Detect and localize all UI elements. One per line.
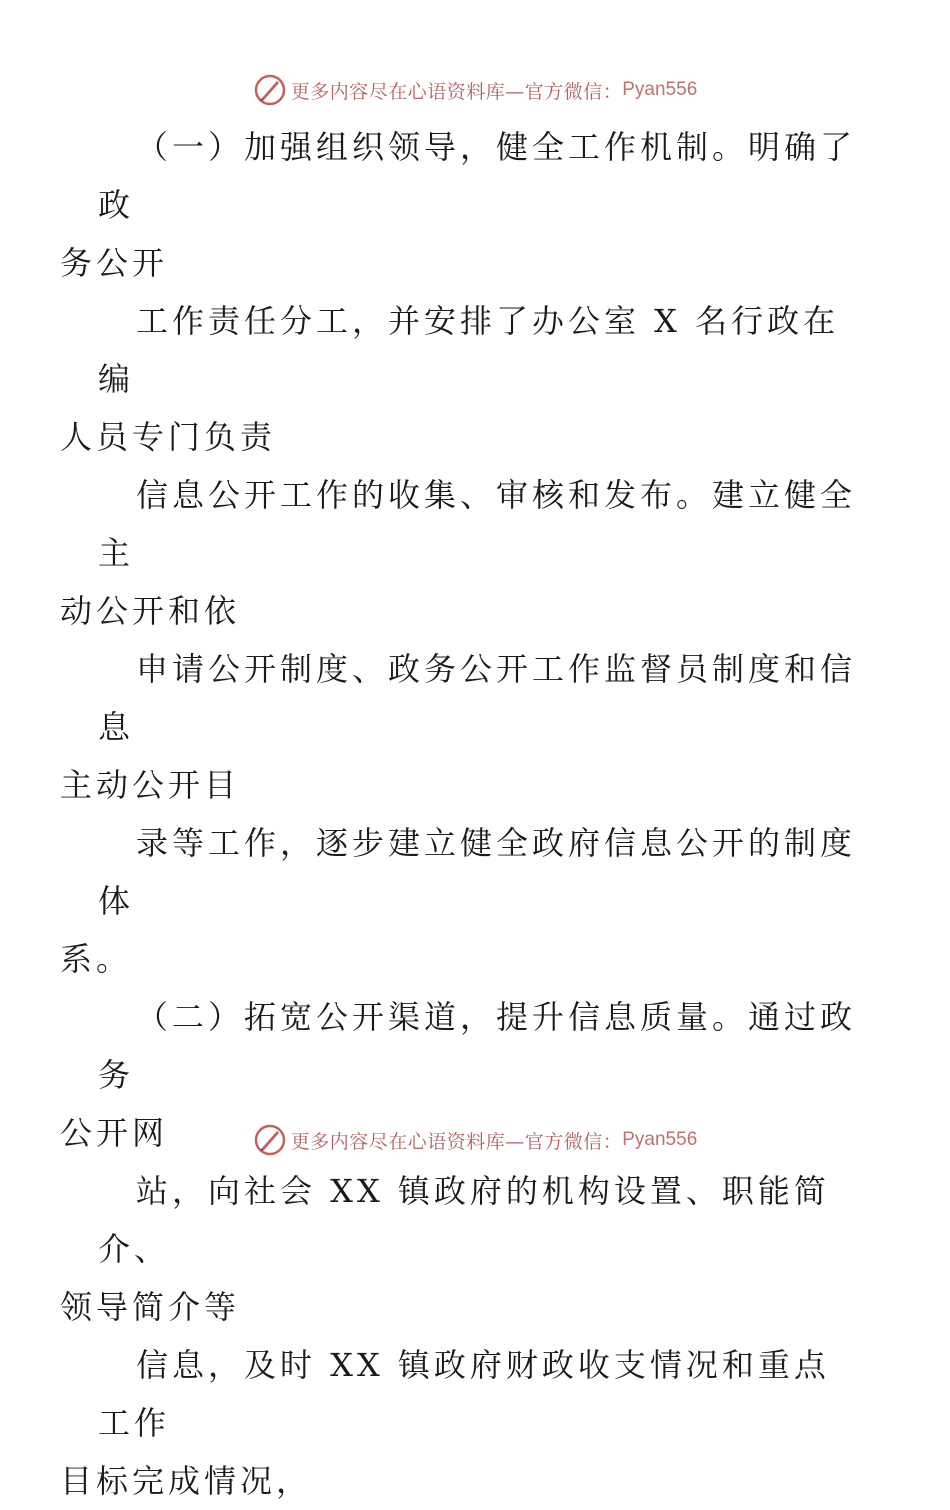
watermark-wechat-id: Pyan556 bbox=[622, 79, 698, 100]
paragraph bbox=[60, 640, 858, 814]
line: 录等工作，逐步建立健全政府信息公开的制度体 bbox=[98, 824, 857, 920]
paragraph bbox=[60, 814, 858, 988]
header-watermark bbox=[0, 68, 950, 112]
quill-logo-icon bbox=[253, 1123, 287, 1157]
document-body bbox=[60, 118, 858, 1510]
line: 信息公开工作的收集、审核和发布。建立健全主 bbox=[98, 476, 857, 572]
line: 申请公开制度、政务公开工作监督员制度和信息 bbox=[98, 650, 857, 746]
line: （一）加强组织领导，健全工作机制。明确了政 bbox=[98, 128, 857, 224]
line: 公开网 bbox=[60, 1114, 169, 1152]
line: （二）拓宽公开渠道，提升信息质量。通过政务 bbox=[98, 998, 857, 1094]
footer-watermark bbox=[0, 1118, 950, 1162]
quill-logo-icon bbox=[253, 73, 287, 107]
watermark-text: 更多内容尽在心语资料库—官方微信： bbox=[290, 1130, 623, 1153]
paragraph bbox=[60, 118, 858, 292]
line: 人员专门负责 bbox=[60, 418, 277, 456]
line: 工作责任分工，并安排了办公室 X 名行政在编 bbox=[98, 302, 840, 398]
watermark-wechat-id: Pyan556 bbox=[622, 1129, 698, 1150]
paragraph bbox=[60, 292, 858, 466]
line: 目标完成情况， bbox=[60, 1462, 313, 1500]
watermark-text: 更多内容尽在心语资料库—官方微信： bbox=[290, 80, 623, 103]
paragraph bbox=[60, 1162, 858, 1336]
paragraph bbox=[60, 466, 858, 640]
paragraph bbox=[60, 1336, 858, 1510]
line: 信息，及时 XX 镇政府财政收支情况和重点工作 bbox=[98, 1346, 830, 1442]
line: 主动公开目 bbox=[60, 766, 241, 804]
line: 系。 bbox=[60, 940, 133, 978]
line: 务公开 bbox=[60, 244, 169, 282]
line: 领导简介等 bbox=[60, 1288, 241, 1326]
line: 动公开和依 bbox=[60, 592, 241, 630]
line: 站，向社会 XX 镇政府的机构设置、职能简介、 bbox=[98, 1172, 830, 1268]
